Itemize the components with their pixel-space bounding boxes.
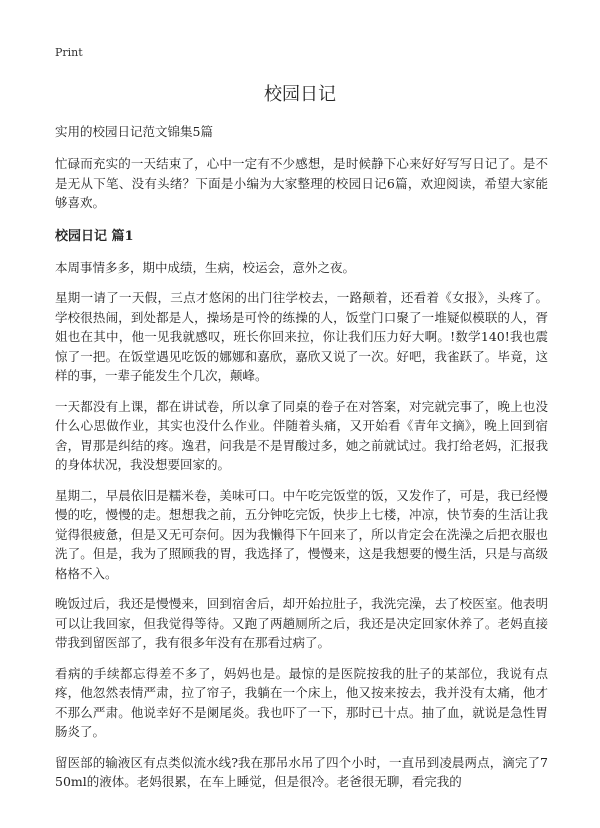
body-paragraph: 本周事情多多，期中成绩，生病，校运会，意外之夜。 bbox=[55, 259, 356, 275]
intro-paragraph: 忙碌而充实的一天结束了，心中一定有不少感想，是时候静下心来好好写写日记了。是不是无从下笔、没有头绪？下面是小编为大家整理的校园日记6篇，欢迎阅读，希望大家能够喜欢。 bbox=[55, 156, 548, 210]
body-paragraph: 星期一请了一天假，三点才悠闲的出门往学校去，一路颠着，还看着《女报》，头疼了。学校很热闹，到处都是人，操场是可怜的练操的人，饭堂门口聚了一堆疑似模联的人，胥姐也在其中，他一见我就感叹，班长你回来拉，你让我们压力好大啊。!数学140!我也震惊了一把。在饭堂遇见吃饭的娜娜和嘉欣，嘉欣又说了一次。好吧，我雀跃了。毕竟，这样的事，一辈子能发生个几次，颠峰。 bbox=[55, 290, 548, 383]
document-body bbox=[55, 122, 548, 803]
document-subtitle: 实用的校园日记范文锦集5篇 bbox=[55, 124, 213, 139]
body-paragraph: 留医部的输液区有点类似流水线?我在那吊水吊了四个小时，一直吊到凌晨两点，滴完了750ml的液体。老妈很累，在车上睡觉，但是很冷。老爸很无聊，看完我的 bbox=[55, 754, 548, 789]
page-title: 校园日记 bbox=[264, 84, 336, 105]
body-paragraph: 一天都没有上课，都在讲试卷，所以拿了同桌的卷子在对答案，对完就完事了，晚上也没什么心思做作业，其实也没什么作业。伴随着头痛，又开始看《青年文摘》，晚上回到宿舍，胃那是纠结的疼。逸君，问我是不是胃酸过多，她之前就试过。我打给老妈，汇报我的身体状况，我没想要回家的。 bbox=[55, 398, 548, 472]
body-paragraph: 星期二，早晨依旧是糯米卷，美味可口。中午吃完饭堂的饭，又发作了，可是，我已经慢慢的吃，慢慢的走。想想我之前，五分钟吃完饭，快步上七楼，冲凉，快节奏的生活让我觉得很疲惫，但是又无可奈何。因为我懒得下午回来了，所以肯定会在洗澡之后把衣服也洗了。但是，我为了照顾我的胃，我选择了，慢慢来，这是我想要的慢生活，只是与高级格格不入。 bbox=[55, 487, 548, 581]
print-link[interactable]: Print bbox=[55, 46, 83, 59]
body-paragraph: 晚饭过后，我还是慢慢来，回到宿舍后，却开始拉肚子，我洗完澡，去了校医室。他表明可以让我回家，但我觉得等待。又跑了两趟厕所之后，我还是决定回家休养了。老妈直接带我到留医部了，我有很多年没有在那看过病了。 bbox=[55, 596, 548, 650]
section-heading: 校园日记 篇1 bbox=[55, 228, 134, 244]
body-paragraph: 看病的手续都忘得差不多了，妈妈也是。最惊的是医院按我的肚子的某部位，我说有点疼，他忽然表情严肃，拉了帘子，我躺在一个床上，他又按来按去，我并没有太痛，他才不那么严肃。他说幸好不是阑尾炎。我也吓了一下，那时已十点。抽了血，就说是急性胃肠炎了。 bbox=[55, 665, 548, 739]
